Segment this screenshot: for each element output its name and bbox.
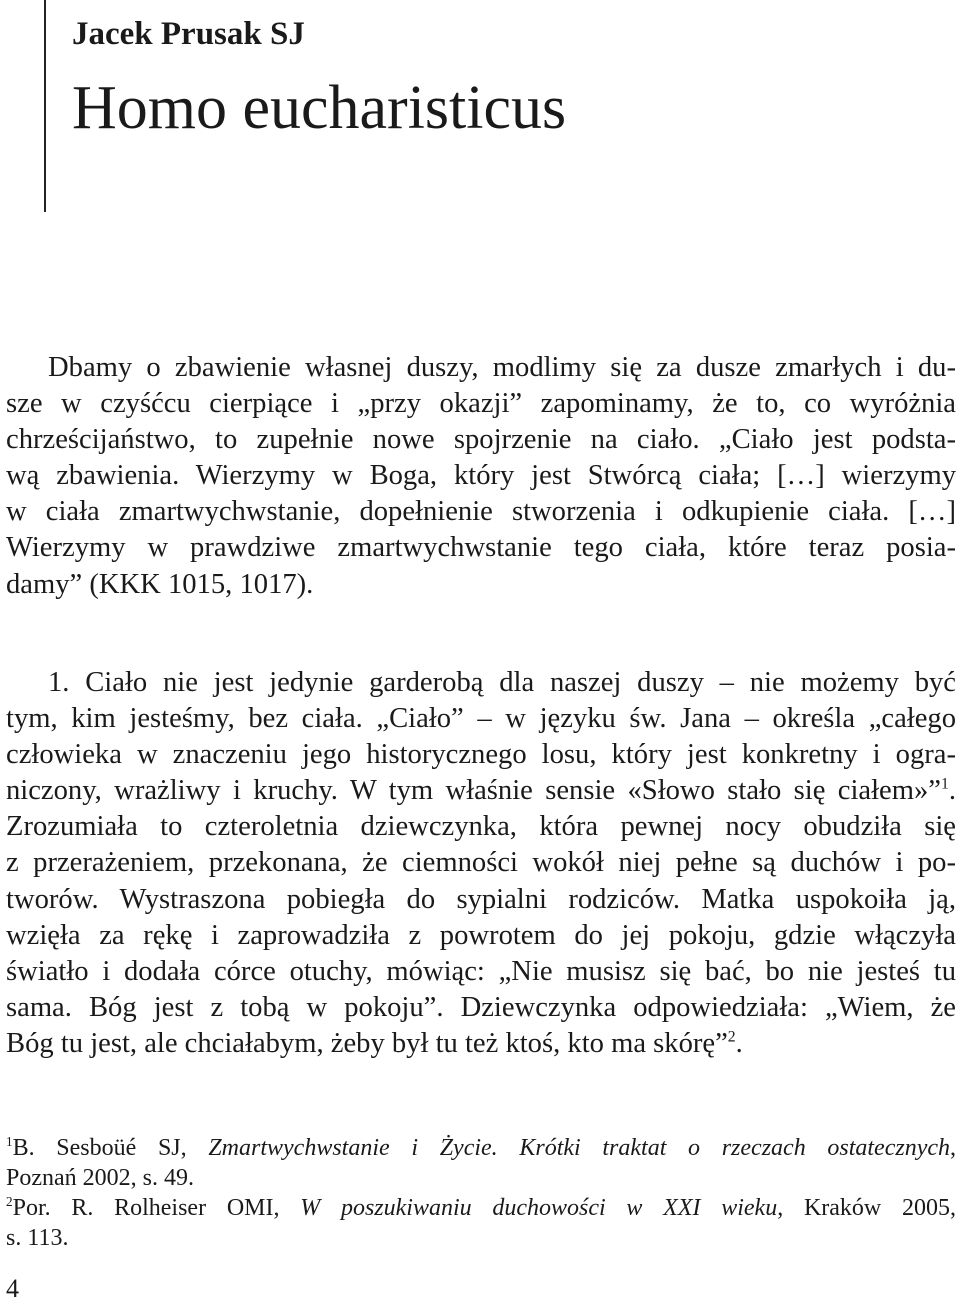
text-line: z przerażeniem, przekonana, że ciemności wokół niej pełne są duchów i po- (6, 847, 956, 879)
footnote-ref[interactable]: 2 (727, 1028, 736, 1046)
text-line-with-footnote (6, 773, 956, 809)
text-line: w ciała zmartwychwstanie, dopełnienie stworzenia i odkupienie ciała. […] (6, 496, 956, 528)
text-line: Wierzymy w prawdziwe zmartwychwstanie tego ciała, które teraz posia- (6, 532, 956, 564)
footnote-number: 1 (6, 1134, 13, 1149)
page-number: 4 (6, 1274, 19, 1303)
footnote-line (6, 1193, 956, 1223)
text-line: Bóg tu jest, ale chciałabym, żeby był tu też ktoś, kto ma skórę” (6, 1027, 728, 1059)
footnote-text: , Kraków 2005, (777, 1195, 956, 1221)
text-line: Zrozumiała to czteroletnia dziewczynka, która pewnej nocy obudziła się (6, 811, 956, 843)
footnote-line (6, 1133, 956, 1163)
article-title: Homo eucharisticus (72, 74, 567, 142)
footnote-book-title: W poszukiwaniu duchowości w XXI wieku (300, 1195, 778, 1221)
footnote-text: B. Sesboüé SJ, (12, 1135, 209, 1161)
text-line-with-footnote (6, 1026, 956, 1062)
text-line: Dbamy o zbawienie własnej duszy, modlimy się za dusze zmarłych i du- (48, 352, 956, 383)
text-line: człowieka w znaczeniu jego historycznego losu, który jest konkretny i ogra- (6, 739, 956, 771)
footnote-text: Por. R. Rolheiser OMI, (12, 1195, 301, 1221)
paragraph-section-1 (6, 665, 956, 1062)
text-line: chrześcijaństwo, to zupełnie nowe spojrzenie na ciało. „Ciało jest podsta- (6, 424, 956, 456)
text-line: niczony, wrażliwy i kruchy. W tym właśnie sensie «Słowo stało się ciałem»” (6, 775, 941, 807)
margin-rule (44, 0, 46, 212)
text-line: wzięła za rękę i zaprowadziła z powrotem do jej pokoju, gdzie włączyła (6, 919, 956, 951)
text-line: damy” (KKK 1015, 1017). (6, 568, 314, 600)
text-line: 1. Ciało nie jest jedynie garderobą dla naszej duszy – nie możemy być (48, 667, 956, 698)
footnote-ref-trailing: . (735, 1027, 743, 1059)
footnote-2 (6, 1193, 956, 1253)
footnote-1 (6, 1133, 956, 1193)
text-line: wą zbawienia. Wierzymy w Boga, który jest Stwórcą ciała; […] wierzymy (6, 460, 956, 492)
footnote-number: 2 (6, 1194, 13, 1209)
footnote-line: Poznań 2002, s. 49. (6, 1165, 194, 1191)
text-line: światło i dodała córce otuchy, mówiąc: „Nie musisz się bać, bo nie jesteś tu (6, 955, 956, 987)
footnote-ref-trailing: . (948, 775, 956, 807)
text-line: tym, kim jesteśmy, bez ciała. „Ciało” – w języku św. Jana – określa „całego (6, 703, 956, 735)
author-name: Jacek Prusak SJ (72, 16, 305, 52)
text-line: sze w czyśćcu cierpiące i „przy okazji” zapominamy, że to, co wyróżnia (6, 388, 956, 420)
text-line: tworów. Wystraszona pobiegła do sypialni rodziców. Matka uspokoiła ją, (6, 883, 956, 915)
text-line: sama. Bóg jest z tobą w pokoju”. Dziewczynka odpowiedziała: „Wiem, że (6, 991, 956, 1023)
footnote-text: , (950, 1135, 956, 1161)
paragraph-intro (6, 350, 956, 603)
footnote-line: s. 113. (6, 1225, 69, 1251)
footnote-book-title: Zmartwychwstanie i Życie. Krótki traktat o rzeczach ostatecznych (208, 1135, 950, 1161)
footnote-ref[interactable]: 1 (940, 775, 949, 793)
